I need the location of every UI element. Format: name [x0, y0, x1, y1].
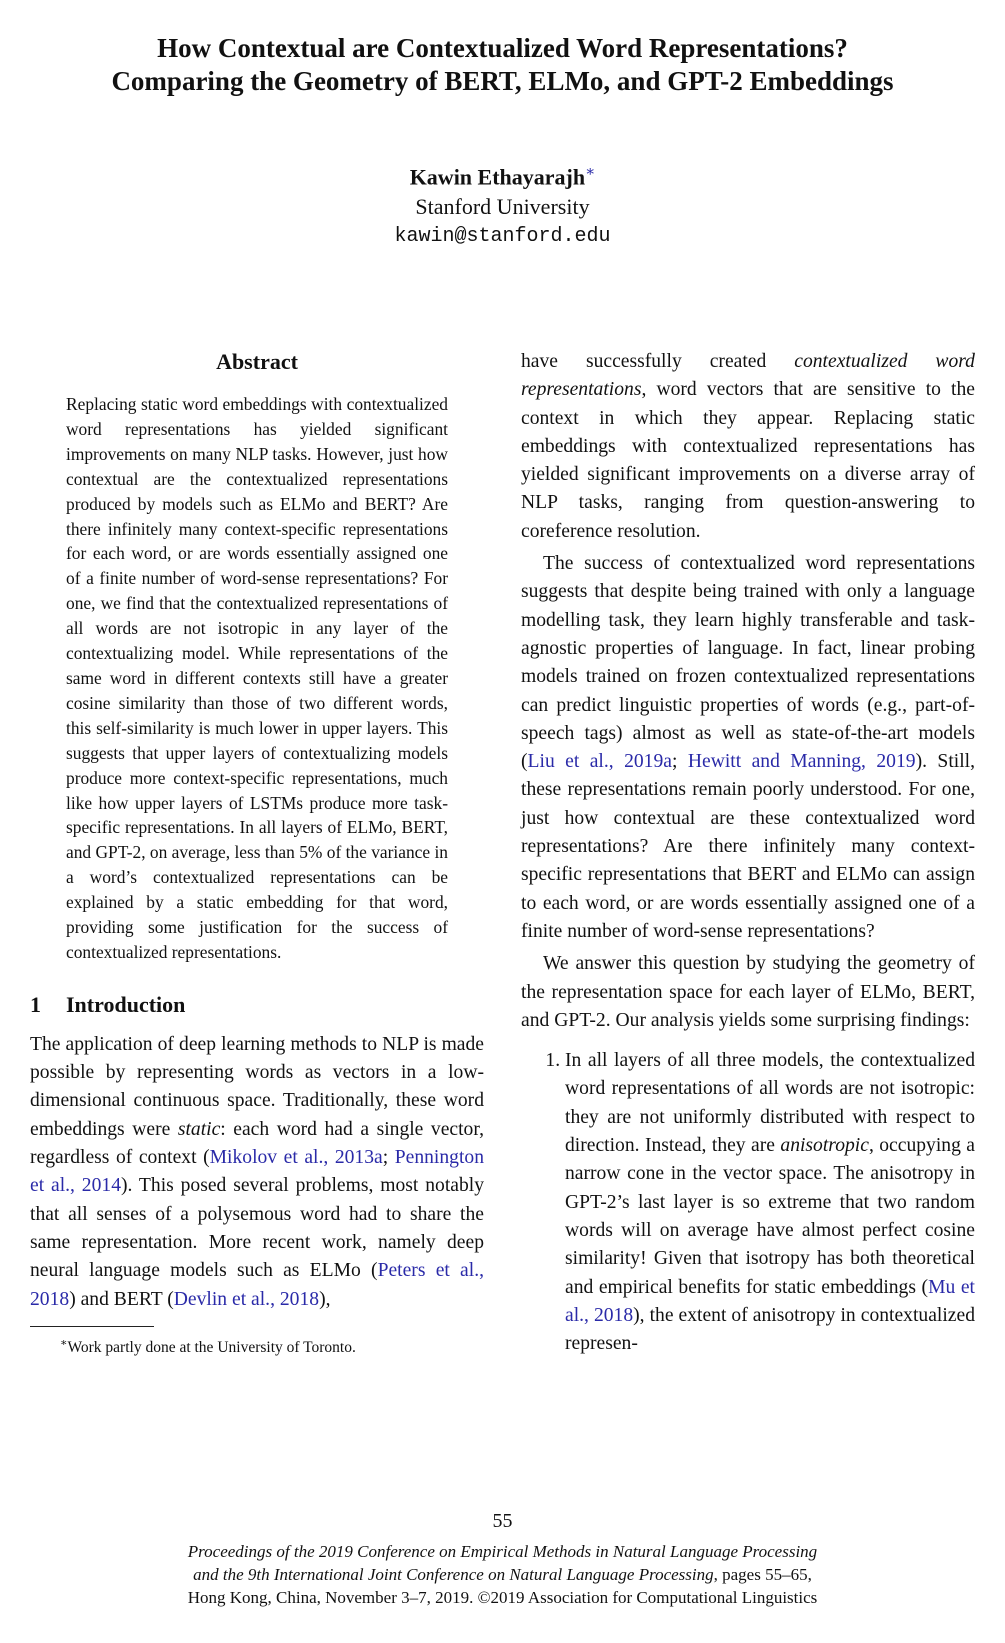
text-run: , word vectors that are sensitive to the context in which they appear. Replacing static embeddings with contextualized representations has yielded significant improvements on a diverse array of NLP tasks, ranging from question-answering to coreference resolution. [521, 379, 975, 542]
citation-mikolov[interactable]: Mikolov et al., 2013a [209, 1147, 383, 1169]
emphasis-anisotropic: anisotropic [780, 1135, 869, 1157]
text-run: , occupying a narrow cone in the vector space. The anisotropy in GPT-2’s last layer is so extreme that two random words will on average have almost perfect cosine similarity! Given that isotropy has both theoretical and empirical benefits for static embeddings ( [565, 1135, 976, 1298]
proceedings-footer [60, 1540, 945, 1609]
text-run: ). Still, these representations remain poorly understood. For one, just how contextual are these contextualized word representations? Are there infinitely many context-specific representations that BERT and ELMo can assign to each word, or are words essentially assigned one of a finite number of word-sense representations? [521, 751, 975, 942]
footnote-text: Work partly done at the University of Toronto. [67, 1338, 356, 1356]
abstract-heading: Abstract [216, 349, 298, 374]
author-footnote-marker[interactable]: ∗ [585, 164, 596, 180]
findings-list [521, 1047, 975, 1358]
author-email: kawin@stanford.edu [394, 225, 611, 249]
footnote [30, 1333, 484, 1358]
author-name [200, 157, 805, 192]
text-run: ), the extent of anisotropy in contextualized represen- [565, 1304, 975, 1355]
citation-pennington[interactable]: Pennington et al., 2014 [30, 1147, 484, 1197]
body-paragraph-1 [521, 348, 975, 546]
text-run: ) and BERT ( [69, 1288, 174, 1310]
list-item [565, 1047, 975, 1358]
citation-hewitt[interactable]: Hewitt and Manning, 2019 [687, 751, 916, 773]
text-run: , pages 55–65, [713, 1565, 812, 1584]
text-run: The success of contextualized word representations suggests that despite being trained with only a language modelling task, they learn highly transferable and task-agnostic properties of language. In fact, linear probing models trained on frozen contextualized representations can predict linguistic properties of words (e.g., part-of-speech tags) almost as well as state-of-the-art models ( [521, 553, 975, 773]
section-heading-introduction [30, 991, 484, 1019]
text-run: In all layers of all three models, the contextualized word representations of all words are not isotropic: they are not uniformly distributed with respect to direction. Instead, they are [565, 1050, 975, 1157]
text-run: The application of deep learning methods to NLP is made possible by representing words as vectors in a low-dimensional continuous space. Traditionally, these word embeddings were [30, 1033, 484, 1140]
author-block [200, 157, 805, 252]
text-run: ; [382, 1147, 395, 1169]
intro-paragraph [30, 1031, 484, 1314]
footnote-divider [30, 1326, 154, 1327]
citation-mu[interactable]: Mu et al., 2018 [565, 1276, 975, 1326]
section-title: Introduction [66, 991, 186, 1017]
emphasis-contextualized: contextualized word representations [521, 351, 975, 401]
body-paragraph-3: We answer this question by studying the geometry of the representation space for each layer of ELMo, BERT, and GPT-2. Our analysis yields some surprising findings: [521, 953, 975, 1031]
text-run: and the 9th International Joint Conference on Natural Language Processing [193, 1565, 714, 1584]
title-line-2: Comparing the Geometry of BERT, ELMo, and GPT-2 Embeddings [111, 66, 894, 96]
text-run: ), [319, 1288, 331, 1310]
page-number: 55 [492, 1510, 513, 1532]
proceedings-line-1: Proceedings of the 2019 Conference on Empirical Methods in Natural Language Processing [187, 1542, 818, 1561]
citation-liu[interactable]: Liu et al., 2019a [527, 751, 672, 773]
proceedings-line-2 [60, 1563, 945, 1586]
body-paragraph-2 [521, 550, 975, 946]
emphasis-static: static [177, 1118, 221, 1140]
text-run: ; [671, 751, 688, 773]
title-line-1: How Contextual are Contextualized Word Representations? [157, 33, 848, 63]
text-run: have successfully created [521, 351, 795, 372]
abstract-text: Replacing static word embeddings with contextualized word representations has yielded significant improvements on many NLP tasks. However, just how contextual are the contextualized representations produced by models such as ELMo and BERT? Are there infinitely many context-specific representations for each word, or are words essentially assigned one of a finite number of word-sense representations? For one, we find that the contextualized representations of all words are not isotropic in any layer of the contextualizing model. While representations of the same word in different contexts still have a greater cosine similarity than those of two different words, this self-similarity is much lower in upper layers. This suggests that upper layers of contextualizing models produce more context-specific representations, much like how upper layers of LSTMs produce more task-specific representations. In all layers of ELMo, BERT, and GPT-2, on average, less than 5% of the variance in a word’s contextualized representations can be explained by a static embedding for that word, providing some justification for the success of contextualized representations. [66, 394, 448, 962]
author-name-text: Kawin Ethayarajh [409, 164, 586, 190]
right-column [521, 348, 975, 1358]
citation-devlin[interactable]: Devlin et al., 2018 [173, 1288, 320, 1310]
footnote-marker: ∗ [60, 1336, 68, 1349]
paper-title [40, 32, 965, 98]
text-run: ). This posed several problems, most notably that all senses of a polysemous word had to share the same representation. More recent work, namely deep neural language models such as ELMo ( [30, 1175, 484, 1282]
citation-peters[interactable]: Peters et al., 2018 [30, 1260, 484, 1310]
author-affiliation: Stanford University [415, 194, 590, 220]
text-run: : each word had a single vector, regardless of context ( [30, 1118, 484, 1169]
section-number: 1 [30, 991, 41, 1017]
left-column [30, 348, 484, 1358]
proceedings-line-3: Hong Kong, China, November 3–7, 2019. ©2019 Association for Computational Linguistics [187, 1588, 818, 1607]
